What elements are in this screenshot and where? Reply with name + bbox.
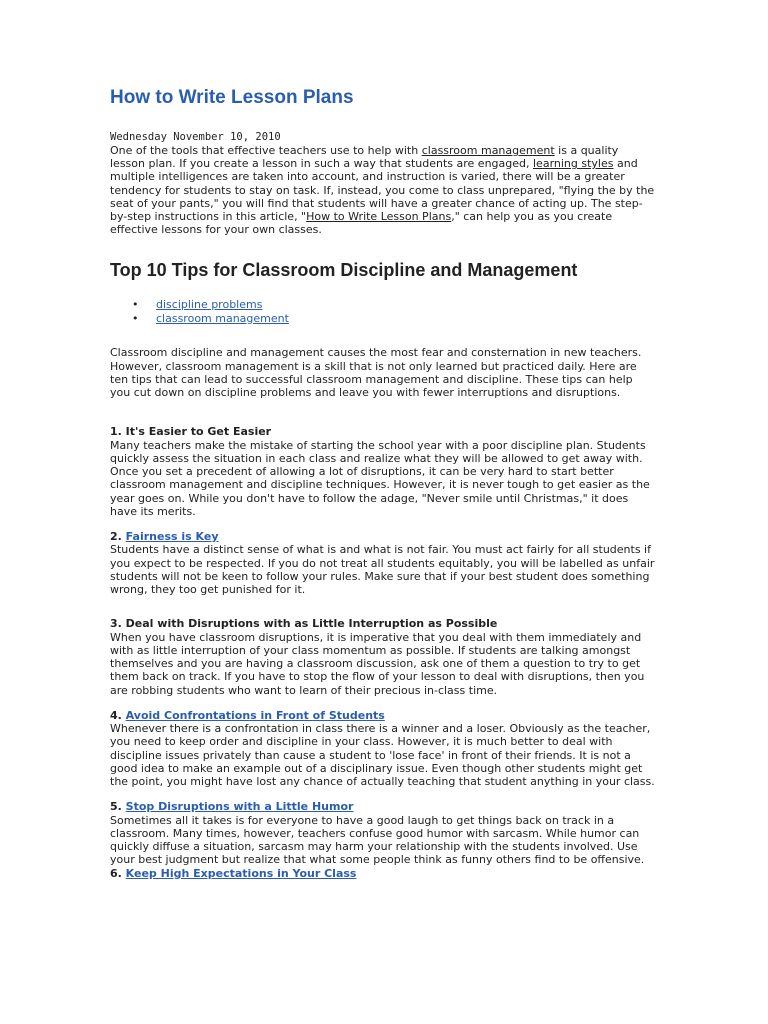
link-classroom-management[interactable]: classroom management <box>421 144 555 157</box>
tip-number: 5. <box>110 800 126 814</box>
tip-title-link[interactable]: Avoid Confrontations in Front of Students <box>125 708 385 722</box>
tag-item <box>110 298 655 312</box>
tip-number: 3. <box>110 617 126 631</box>
tip-3 <box>110 617 655 697</box>
tip-number: 1. <box>110 425 126 439</box>
tag-link-classroom-management[interactable]: classroom management <box>156 311 289 325</box>
intro-text-3: and multiple intelligences are taken into account, and instruction is varied, there will be a greater tendency for students to stay on task. If, instead, you come to class unprepared, "flying the by the seat of your pants," you will find that students will have a greater chance of acting up. The step-by-step instructions in this article, " <box>110 157 655 224</box>
tip-heading <box>110 530 655 544</box>
intro-paragraph <box>110 144 655 236</box>
tip-number: 4. <box>110 708 126 722</box>
tip-body: Whenever there is a confrontation in class there is a winner and a loser. Obviously as the teacher, you need to keep order and discipline in your class. However, it is much better to deal with discipline issues privately than cause a student to 'lose face' in front of their friends. It is not a good idea to make an example out of a disciplinary issue. Even though other students might get the point, you might have lost any chance of actually teaching that student anything in your class. <box>110 722 655 789</box>
tip-heading <box>110 867 655 881</box>
section-intro: Classroom discipline and management causes the most fear and consternation in new teachers. However, classroom management is a skill that is not only learned but practiced daily. Here are ten tips that can lead to successful classroom management and discipline. These tips can help you cut down on discipline problems and leave you with fewer interruptions and disruptions. <box>110 346 642 400</box>
tip-title-link[interactable]: Fairness is Key <box>125 529 219 543</box>
tip-body: Many teachers make the mistake of starting the school year with a poor discipline plan. Students quickly assess the situation in each class and realize what they will be allowed to get away with. Once you set a precedent of allowing a lot of disruptions, it can be very hard to start better classroom management and discipline techniques. However, it is never tough to get easier as the year goes on. While you don't have to follow the adage, "Never smile until Christmas," it does have its merits. <box>110 438 650 518</box>
tip-body: Students have a distinct sense of what is and what is not fair. You must act fairly for all students if you expect to be respected. If you do not treat all students equitably, you will be labelled as unfair students will not be keen to follow your rules. Make sure that if your best student does something wrong, they too get punished for it. <box>110 543 655 597</box>
tip-heading <box>110 425 655 439</box>
bullet-icon: • <box>132 311 139 325</box>
bullet-icon: • <box>132 298 139 312</box>
article-page <box>110 86 655 880</box>
tip-body: When you have classroom disruptions, it is imperative that you deal with them immediately and with as little interruption of your class momentum as possible. If students are talking amongst themselves and you are having a classroom discussion, ask one of them a question to try to get them back on track. If you have to stop the flow of your lesson to deal with disruptions, then you are robbing students who want to learn of their precious in-class time. <box>110 630 645 697</box>
intro-text-1: One of the tools that effective teachers use to help with <box>110 144 422 157</box>
tip-heading <box>110 709 655 723</box>
tip-5 <box>110 800 655 866</box>
tip-body: Sometimes all it takes is for everyone to have a good laugh to get things back on track in a classroom. Many times, however, teachers confuse good humor with sarcasm. While humor can quickly diffuse a situation, sarcasm may harm your relationship with the students involved. Use your best judgment but realize that what some people think as funny others find to be offensive. <box>110 813 645 867</box>
post-date: Wednesday November 10, 2010 <box>110 131 281 143</box>
tip-heading <box>110 800 655 814</box>
tip-4 <box>110 709 655 789</box>
tip-6 <box>110 867 655 881</box>
page-title: How to Write Lesson Plans <box>110 87 354 108</box>
tip-title-link[interactable]: Stop Disruptions with a Little Humor <box>125 800 354 814</box>
tip-1 <box>110 425 655 518</box>
tip-2 <box>110 530 655 596</box>
tag-list <box>110 298 655 325</box>
tip-title-link[interactable]: Keep High Expectations in Your Class <box>125 866 357 880</box>
link-how-to-write-lesson-plans[interactable]: How to Write Lesson Plans <box>306 210 452 224</box>
intro-text-4: ," can help you as you create effective lessons for your own classes. <box>110 210 613 237</box>
tip-heading <box>110 617 655 631</box>
tip-title: Deal with Disruptions with as Little Interruption as Possible <box>125 617 498 631</box>
tag-item <box>110 312 655 326</box>
tip-title: It's Easier to Get Easier <box>125 425 272 439</box>
section-heading: Top 10 Tips for Classroom Discipline and Management <box>110 260 578 281</box>
intro-text-2: is a quality lesson plan. If you create a lesson in such a way that students are engaged, <box>110 144 619 171</box>
tag-link-discipline-problems[interactable]: discipline problems <box>156 298 263 312</box>
link-learning-styles[interactable]: learning styles <box>533 157 614 171</box>
tip-number: 2. <box>110 529 126 543</box>
tip-number: 6. <box>110 866 126 880</box>
